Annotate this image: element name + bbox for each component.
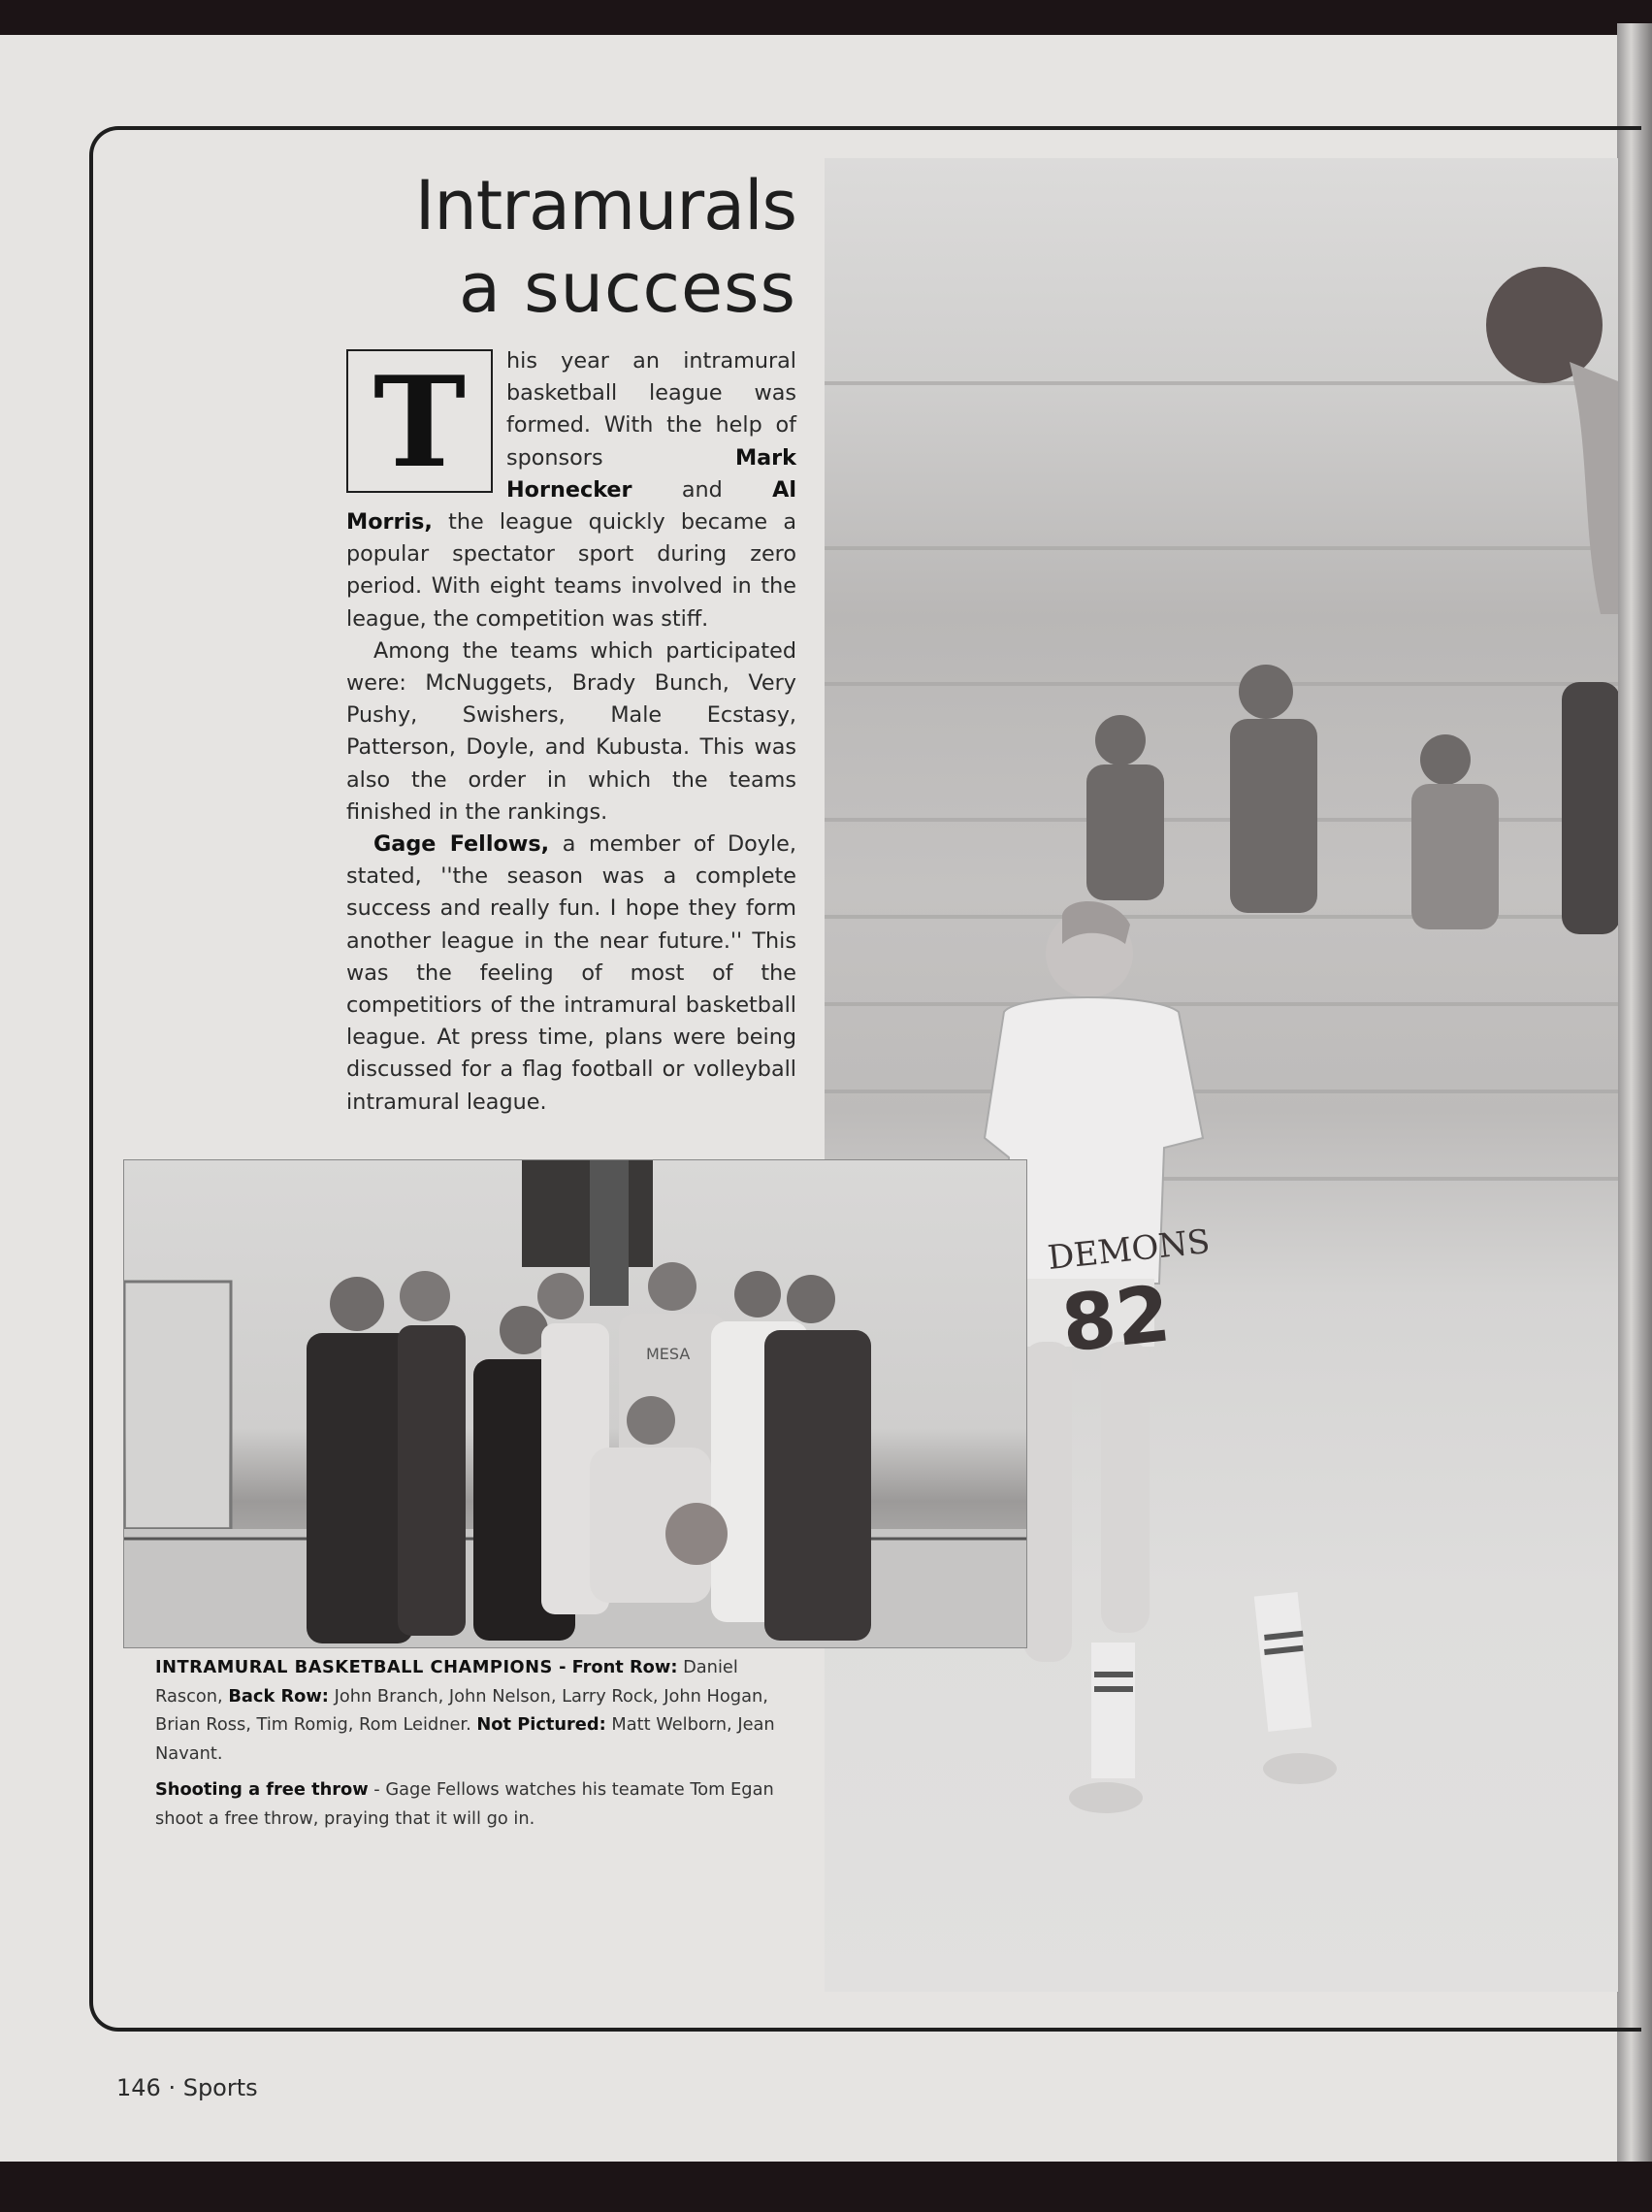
champions-team-photo [123, 1159, 1027, 1648]
article-paragraph-3 [346, 829, 796, 1119]
free-throw-caption-label: Shooting a free throw [155, 1779, 369, 1800]
sponsor-name-2: Al Morris, [346, 476, 796, 536]
title-line-2: a success [459, 248, 796, 329]
team-shirt-text: MESA [646, 1345, 691, 1363]
free-throw-caption-text: - Gage Fellows watches his teamate Tom Egan shoot a free throw, praying that it will go in. [155, 1779, 774, 1829]
basketball [1486, 267, 1603, 383]
p1-text-2: and [632, 476, 773, 503]
p3-text: a member of Doyle, stated, ''the season was a complete success and really fun. I hope they form another league in the near future.'' This was the feeling of most of the competitiors of the intramural basketball league. At press time, plans were being discussed for a flag football or volleyball intramural league. [346, 831, 796, 1115]
folio-separator: · [160, 2074, 183, 2101]
front-row-label: Front Row: [571, 1657, 678, 1677]
scan-top-edge [0, 0, 1652, 37]
back-row-names: John Branch, John Nelson, Larry Rock, John Hogan, Brian Ross, Tim Romig, Rom Leidner. [155, 1685, 768, 1735]
section-name: Sports [182, 2074, 258, 2101]
p1-text-3: the league quickly became a popular spectator sport during zero period. With eight teams involved in the league, the competition was stiff. [346, 509, 796, 632]
sponsor-name-1: Mark Hornecker [506, 444, 796, 503]
caption-title: INTRAMURAL BASKETBALL CHAMPIONS [155, 1657, 553, 1677]
not-pictured-names: Matt Welborn, Jean Navant. [155, 1714, 775, 1764]
drop-cap: T [346, 349, 493, 493]
team-basketball [665, 1503, 728, 1565]
quoted-name: Gage Fellows, [373, 831, 550, 858]
not-pictured-label: Not Pictured: [476, 1714, 606, 1735]
team-photo-caption [155, 1653, 776, 1768]
free-throw-caption [155, 1775, 776, 1833]
scan-bottom-edge [0, 2162, 1652, 2212]
jersey-number: 82 [1057, 1268, 1175, 1370]
player [985, 901, 1337, 1813]
title-line-1: Intramurals [414, 166, 796, 245]
page-title [415, 165, 796, 331]
caption-separator: - [552, 1657, 572, 1677]
p1-text-1: his year an intramural basketball league was formed. With the help of sponsors [506, 348, 796, 471]
article-body [346, 345, 796, 1119]
team-members [307, 1262, 871, 1643]
page-number: 146 [116, 2074, 161, 2101]
spectators [1086, 665, 1618, 934]
free-throw-photo [825, 158, 1618, 1992]
front-row-names: Daniel Rascon, [155, 1657, 738, 1707]
jersey-text: DEMONS [1046, 1221, 1213, 1279]
page-footer [116, 2074, 258, 2101]
article-paragraph-2: Among the teams which participated were: McNuggets, Brady Bunch, Very Pushy, Swishers, Male Ecstasy, Patterson, Doyle, and Kubusta. This was also the order in which the teams finished in the rankings. [346, 637, 796, 825]
back-row-label: Back Row: [228, 1685, 329, 1707]
